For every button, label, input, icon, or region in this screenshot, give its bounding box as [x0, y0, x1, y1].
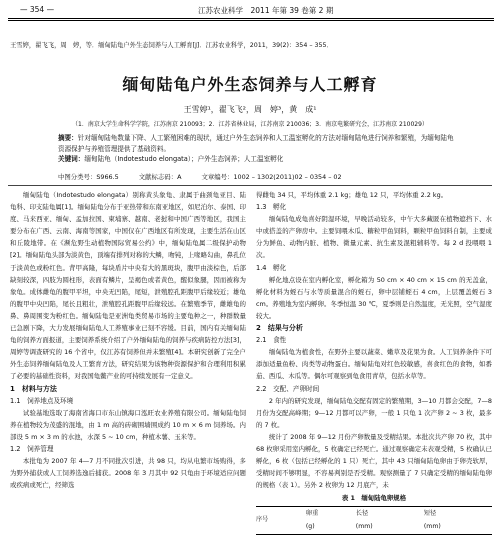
article-number: 文章编号：1002 – 1302(2011)02 – 0354 – 02 — [201, 173, 342, 181]
body-paragraph: 本批龟为 2007 年 4—7 月不同批次引进，共 98 只，均从电繁市场购得，多为野外捕获或人工饲养选逸后捕获。2008 年 3 月其中 92 只龟由于环境适应问题或疾病或死亡，经筛选 — [10, 457, 246, 490]
subsection-heading: 2.1 食性 — [256, 336, 287, 345]
body-paragraph: 缅甸陆龟（Indotestudo elongata）别称黄头象龟、隶属于曲颈龟亚目、陆龟科、印支陆龟属[1]。缅甸陆龟分布于亚热带和东南亚地区，如尼泊尔、泰国、印度、马来西亚、缅甸、孟加拉国、柬埔寨、越南、老挝和中国广西等地区，我国主要分布在广西、云南、海南等国家，中国仅在广西地区有所发现，主要生活在山区和丘陵地带。在《濒危野生动植物国际贸易公约》中，缅甸陆龟属二级保护动物[2]。缅甸陆龟头部为淡黄色，顶端有排列对称的大鳞，吻钝，上喙略勾曲，鼻孔位于淡黄色或粉红色。背甲高隆，每块盾片中央有大的黑斑块，腹甲由淡棕色，后部缺刻较深，四肢为圆柱形，表面有鳞片，呈褐色或者黄色，醒似象腿，因而被称为象龟。成体雌龟的腹甲平坦，中央无凹陷，尾短，泄殖腔孔距腹甲后缘较近；雄龟的腹甲中央凹陷，尾长且粗壮，泄殖腔孔距腹甲后缘较远。在繁殖季节，雌雄龟的鼻、鼻周围变为粉红色。缅甸陆龟是亚洲龟类贸易市场的主要龟种之一，种群数量已急剧下降，大力发展缅甸陆龟人工养殖事业已刻不容缓。目前，国内有关缅甸陆龟的饲养方面报道，主要饲养系统介绍了户外缅甸陆龟的饲养与疾病防控方法[3]，周婷等调查研究的 16 个省中，仅江苏有饲养但并未繁殖[4]。本研究创新了完全户外生态饲养缅甸陆龟及人工繁育方法，研究结果为该物种资源保护和合理利用积累了必要的基础性资料，对我国龟鳖产业的可持续发展有一定意义。 — [10, 191, 246, 381]
header-rule — [8, 18, 494, 19]
table-caption: 表 1 缅甸陆龟卵规格 — [341, 494, 407, 503]
journal-name: 江苏农业科学 2011 年第 39 卷第 2 期 — [198, 6, 334, 15]
classification-line — [58, 172, 458, 181]
body-paragraph: 试验基地选取了海南省海口市东山镇海口泓旺农业养殖有限公司。缅甸陆龟饲养在植物较为茂盛的混地，由 1 m 高的砖砌围墙围成约 10 m × 6 m 饲养场。内部设 5 m × 3 m 的水池，水深 5 ~ 10 cm，种植木薯、玉米等。 — [10, 408, 246, 441]
table-column-header: 长径 (mm) — [356, 507, 424, 534]
abstract-block — [58, 133, 454, 165]
table-column-header: 短径 (mm) — [424, 507, 492, 534]
right-column — [256, 189, 492, 535]
section-divider — [8, 185, 492, 186]
affiliations: （1．南京大学生命科学学院，江苏南京 210093；2．江苏省林业局，江苏南京 210036；3．南京电繁研究会，江苏南京 210029） — [72, 121, 428, 128]
author-list: 王雪婷¹，翟飞飞²，周 婷³，黄 成¹ — [183, 105, 317, 114]
page-number: — 354 — — [20, 5, 55, 14]
abstract-text: 针对缅甸陆龟数量下降、人工繁殖困难的现状，通过户外生态饲养和人工温室孵化的方法对缅甸陆龟进行饲养和繁殖，为缅甸陆龟资源保护与养殖管理提供了基础资料。 — [58, 134, 454, 153]
citation-line: 王雪婷，翟飞飞，周 婷，等．缅甸陆龟户外生态饲养与人工孵育[J]．江苏农业科学，2011，39(2)：354 – 355． — [10, 42, 333, 49]
keywords — [58, 154, 454, 165]
section-heading: 2 结果与分析 — [256, 324, 303, 333]
clc-number: 中图分类号：S966.5 — [58, 173, 119, 181]
subsection-heading: 1.4 孵化 — [256, 263, 287, 272]
left-column — [10, 189, 246, 491]
table-header-row — [256, 507, 492, 534]
body-paragraph: 统计了 2008 年 9—12 月份产卵数量及受精结果。本批次共产卵 70 枚，其中 68 枚卵采用室内孵化，5 枚确定已经死亡。通过观察确定未表观受精，5 枚确认已孵化，6 枚（包括已经孵化的 1 只）死亡，其中 43 只缅甸陆龟卵由于卵壳软厚，受精时间不够明显，不容易判别是否受精。观察测量了 7 只确定受精的缅甸陆龟卵的规格（表 1）。另外 2 枚卵为 12 月底产，未 — [256, 432, 492, 490]
body-paragraph: 得雌龟 34 只，平均体重 2.1 kg；雄龟 12 只，平均体重 2.2 kg。 — [256, 191, 448, 199]
document-code: 文献标志码：A — [138, 173, 182, 181]
subsection-heading: 1.1 饲养地点及环境 — [10, 396, 74, 405]
keywords-label: 关键词： — [58, 155, 85, 163]
abstract — [58, 133, 454, 154]
egg-size-table — [256, 506, 492, 534]
abstract-label: 摘要： — [58, 134, 78, 142]
article-title: 缅甸陆龟户外生态饲养与人工孵育 — [122, 75, 378, 94]
body-paragraph: 孵化地点设在室内孵化室，孵化箱为 50 cm × 40 cm × 15 cm 的无盖盒，孵化材料为蛭石与水等质量混合的蛭石，卵中层铺蛭石 4 cm，上层覆盖蛭石 3 cm。养殖地为室内孵卵。冬季恒温 30 ℃，夏季则是自然温度，无光照，空气湿度较大。 — [256, 275, 492, 320]
subsection-heading: 1.3 孵化 — [256, 203, 287, 212]
subsection-heading: 2.2 交配、产卵时间 — [256, 384, 320, 393]
keywords-text: 缅甸陆龟（Indotestudo elongata）；户外生态饲养；人工温室孵化 — [84, 155, 284, 163]
body-paragraph: 缅甸陆龟为植食性，在野外主要以蔬菜、嫩草及花果为食。人工饲养条件下可添加适量鱼粉、肉类等动物蛋白。缅甸陆龟对红色较敏感，喜食红色的食物，如番茄、西瓜、木瓜等。偶尔可观察到龟食用青草，包括水草等。 — [256, 348, 492, 381]
header-rule-thin — [8, 20, 494, 21]
table-column-header: 序号 — [256, 507, 306, 534]
table-column-header: 卵重 (g) — [306, 507, 356, 534]
body-paragraph: 2 年内的研究发现，缅甸陆龟交配有固定的繁殖期，3—10 月都会交配，7—8 月份为交配高峰期；9—12 月都可以产卵，一般 1 只龟 1 次产卵 2 ~ 3 枚，最多的 7 枚。 — [256, 396, 492, 429]
running-header — [8, 3, 494, 17]
section-heading: 1 材料与方法 — [10, 384, 57, 393]
subsection-heading: 1.2 饲养管理 — [10, 444, 54, 453]
body-paragraph: 缅甸陆龟成龟喜好阴湿环境，早晚活动较多，中午大多藏匿在植物遮挡下、水中或搭盖的产卵房中。主要饲喂木瓜、糖粒甲鱼饲料，颗粒甲鱼饲料自制，主要成分为鲜鱼、动物内脏、植物、微量元素、抗生素及混粗辅料等。每 2 d 投喂喂 1 次。 — [256, 215, 492, 260]
